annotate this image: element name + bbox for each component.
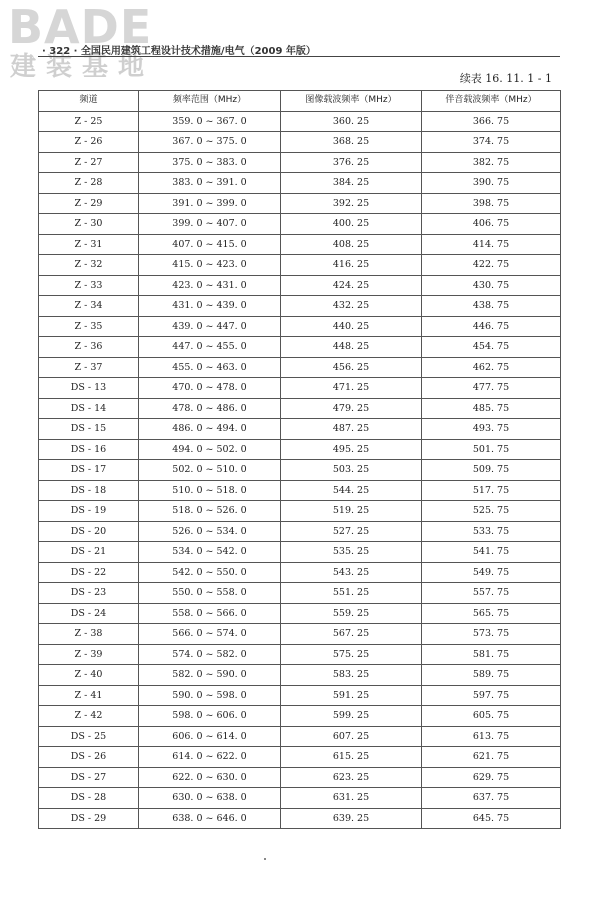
cell-frequency-range: 566. 0 ~ 574. 0	[139, 624, 281, 645]
cell-frequency-range: 510. 0 ~ 518. 0	[139, 480, 281, 501]
table-row	[39, 747, 561, 768]
cell-video-carrier: 384. 25	[281, 173, 422, 194]
cell-audio-carrier: 501. 75	[422, 439, 561, 460]
cell-frequency-range: 391. 0 ~ 399. 0	[139, 193, 281, 214]
cell-frequency-range: 399. 0 ~ 407. 0	[139, 214, 281, 235]
cell-channel: Z - 30	[39, 214, 139, 235]
cell-video-carrier: 368. 25	[281, 132, 422, 153]
cell-audio-carrier: 422. 75	[422, 255, 561, 276]
cell-channel: Z - 35	[39, 316, 139, 337]
cell-audio-carrier: 390. 75	[422, 173, 561, 194]
cell-channel: DS - 21	[39, 542, 139, 563]
cell-audio-carrier: 613. 75	[422, 726, 561, 747]
cell-frequency-range: 582. 0 ~ 590. 0	[139, 665, 281, 686]
cell-video-carrier: 519. 25	[281, 501, 422, 522]
table-row	[39, 419, 561, 440]
cell-channel: Z - 28	[39, 173, 139, 194]
cell-frequency-range: 574. 0 ~ 582. 0	[139, 644, 281, 665]
cell-channel: DS - 15	[39, 419, 139, 440]
cell-video-carrier: 567. 25	[281, 624, 422, 645]
cell-channel: Z - 37	[39, 357, 139, 378]
table-row	[39, 685, 561, 706]
cell-video-carrier: 583. 25	[281, 665, 422, 686]
table-row	[39, 193, 561, 214]
cell-frequency-range: 478. 0 ~ 486. 0	[139, 398, 281, 419]
cell-video-carrier: 424. 25	[281, 275, 422, 296]
column-header-channel: 频道	[39, 91, 139, 112]
cell-frequency-range: 550. 0 ~ 558. 0	[139, 583, 281, 604]
table-row	[39, 173, 561, 194]
cell-audio-carrier: 374. 75	[422, 132, 561, 153]
cell-channel: DS - 22	[39, 562, 139, 583]
cell-frequency-range: 598. 0 ~ 606. 0	[139, 706, 281, 727]
table-row	[39, 542, 561, 563]
table-row	[39, 316, 561, 337]
cell-channel: DS - 29	[39, 808, 139, 829]
cell-video-carrier: 376. 25	[281, 152, 422, 173]
table-row	[39, 234, 561, 255]
cell-audio-carrier: 621. 75	[422, 747, 561, 768]
cell-channel: Z - 25	[39, 111, 139, 132]
table-row	[39, 337, 561, 358]
cell-channel: DS - 28	[39, 788, 139, 809]
cell-frequency-range: 439. 0 ~ 447. 0	[139, 316, 281, 337]
cell-audio-carrier: 509. 75	[422, 460, 561, 481]
cell-video-carrier: 487. 25	[281, 419, 422, 440]
cell-audio-carrier: 366. 75	[422, 111, 561, 132]
cell-video-carrier: 400. 25	[281, 214, 422, 235]
cell-channel: DS - 16	[39, 439, 139, 460]
cell-video-carrier: 408. 25	[281, 234, 422, 255]
cell-audio-carrier: 398. 75	[422, 193, 561, 214]
cell-frequency-range: 359. 0 ~ 367. 0	[139, 111, 281, 132]
cell-audio-carrier: 454. 75	[422, 337, 561, 358]
cell-frequency-range: 407. 0 ~ 415. 0	[139, 234, 281, 255]
cell-audio-carrier: 637. 75	[422, 788, 561, 809]
table-row	[39, 501, 561, 522]
cell-video-carrier: 631. 25	[281, 788, 422, 809]
cell-frequency-range: 375. 0 ~ 383. 0	[139, 152, 281, 173]
cell-channel: Z - 32	[39, 255, 139, 276]
table-row	[39, 152, 561, 173]
cell-video-carrier: 440. 25	[281, 316, 422, 337]
column-header-video-carrier: 图像载波频率（MHz）	[281, 91, 422, 112]
cell-video-carrier: 527. 25	[281, 521, 422, 542]
cell-channel: Z - 29	[39, 193, 139, 214]
cell-channel: DS - 20	[39, 521, 139, 542]
table-caption: 续表 16. 11. 1 - 1	[459, 72, 552, 85]
cell-video-carrier: 535. 25	[281, 542, 422, 563]
cell-frequency-range: 518. 0 ~ 526. 0	[139, 501, 281, 522]
cell-frequency-range: 502. 0 ~ 510. 0	[139, 460, 281, 481]
cell-audio-carrier: 645. 75	[422, 808, 561, 829]
cell-video-carrier: 416. 25	[281, 255, 422, 276]
cell-video-carrier: 607. 25	[281, 726, 422, 747]
cell-audio-carrier: 493. 75	[422, 419, 561, 440]
cell-video-carrier: 495. 25	[281, 439, 422, 460]
cell-audio-carrier: 549. 75	[422, 562, 561, 583]
cell-frequency-range: 470. 0 ~ 478. 0	[139, 378, 281, 399]
table-row	[39, 665, 561, 686]
cell-audio-carrier: 589. 75	[422, 665, 561, 686]
cell-video-carrier: 599. 25	[281, 706, 422, 727]
watermark-subtitle: 建装基地	[10, 52, 155, 82]
cell-audio-carrier: 533. 75	[422, 521, 561, 542]
table-row	[39, 111, 561, 132]
cell-audio-carrier: 430. 75	[422, 275, 561, 296]
cell-channel: DS - 24	[39, 603, 139, 624]
cell-audio-carrier: 438. 75	[422, 296, 561, 317]
cell-video-carrier: 448. 25	[281, 337, 422, 358]
column-header-frequency-range: 频率范围（MHz）	[139, 91, 281, 112]
cell-frequency-range: 367. 0 ~ 375. 0	[139, 132, 281, 153]
cell-video-carrier: 615. 25	[281, 747, 422, 768]
cell-audio-carrier: 581. 75	[422, 644, 561, 665]
cell-channel: Z - 34	[39, 296, 139, 317]
running-head: · 322 · 全国民用建筑工程设计技术措施/电气（2009 年版）	[42, 46, 316, 57]
cell-frequency-range: 486. 0 ~ 494. 0	[139, 419, 281, 440]
cell-audio-carrier: 406. 75	[422, 214, 561, 235]
table-row	[39, 603, 561, 624]
cell-channel: Z - 36	[39, 337, 139, 358]
table-row	[39, 132, 561, 153]
cell-video-carrier: 392. 25	[281, 193, 422, 214]
cell-audio-carrier: 597. 75	[422, 685, 561, 706]
cell-audio-carrier: 541. 75	[422, 542, 561, 563]
cell-audio-carrier: 629. 75	[422, 767, 561, 788]
table-row	[39, 378, 561, 399]
cell-video-carrier: 503. 25	[281, 460, 422, 481]
cell-channel: DS - 13	[39, 378, 139, 399]
cell-video-carrier: 479. 25	[281, 398, 422, 419]
cell-audio-carrier: 477. 75	[422, 378, 561, 399]
cell-video-carrier: 456. 25	[281, 357, 422, 378]
cell-channel: Z - 33	[39, 275, 139, 296]
cell-channel: DS - 19	[39, 501, 139, 522]
cell-audio-carrier: 573. 75	[422, 624, 561, 645]
cell-video-carrier: 639. 25	[281, 808, 422, 829]
cell-frequency-range: 614. 0 ~ 622. 0	[139, 747, 281, 768]
cell-audio-carrier: 565. 75	[422, 603, 561, 624]
cell-audio-carrier: 446. 75	[422, 316, 561, 337]
table-row	[39, 357, 561, 378]
cell-frequency-range: 431. 0 ~ 439. 0	[139, 296, 281, 317]
cell-video-carrier: 559. 25	[281, 603, 422, 624]
cell-audio-carrier: 605. 75	[422, 706, 561, 727]
cell-channel: Z - 42	[39, 706, 139, 727]
cell-channel: DS - 17	[39, 460, 139, 481]
table-row	[39, 726, 561, 747]
watermark-brand: BADE	[8, 0, 153, 54]
cell-video-carrier: 575. 25	[281, 644, 422, 665]
table-row	[39, 521, 561, 542]
cell-channel: Z - 38	[39, 624, 139, 645]
cell-channel: DS - 27	[39, 767, 139, 788]
cell-channel: DS - 14	[39, 398, 139, 419]
cell-channel: DS - 26	[39, 747, 139, 768]
cell-video-carrier: 591. 25	[281, 685, 422, 706]
table-body	[39, 111, 561, 829]
table-row	[39, 767, 561, 788]
cell-video-carrier: 543. 25	[281, 562, 422, 583]
cell-audio-carrier: 414. 75	[422, 234, 561, 255]
cell-frequency-range: 590. 0 ~ 598. 0	[139, 685, 281, 706]
cell-audio-carrier: 485. 75	[422, 398, 561, 419]
cell-frequency-range: 423. 0 ~ 431. 0	[139, 275, 281, 296]
cell-frequency-range: 447. 0 ~ 455. 0	[139, 337, 281, 358]
cell-frequency-range: 638. 0 ~ 646. 0	[139, 808, 281, 829]
cell-video-carrier: 432. 25	[281, 296, 422, 317]
table-row	[39, 583, 561, 604]
cell-video-carrier: 544. 25	[281, 480, 422, 501]
cell-video-carrier: 471. 25	[281, 378, 422, 399]
cell-frequency-range: 526. 0 ~ 534. 0	[139, 521, 281, 542]
table-row	[39, 808, 561, 829]
cell-frequency-range: 534. 0 ~ 542. 0	[139, 542, 281, 563]
cell-channel: Z - 26	[39, 132, 139, 153]
cell-video-carrier: 551. 25	[281, 583, 422, 604]
cell-frequency-range: 494. 0 ~ 502. 0	[139, 439, 281, 460]
cell-frequency-range: 383. 0 ~ 391. 0	[139, 173, 281, 194]
column-header-audio-carrier: 伴音载波频率（MHz）	[422, 91, 561, 112]
cell-channel: DS - 18	[39, 480, 139, 501]
cell-channel: Z - 39	[39, 644, 139, 665]
cell-frequency-range: 606. 0 ~ 614. 0	[139, 726, 281, 747]
table-row	[39, 706, 561, 727]
cell-video-carrier: 360. 25	[281, 111, 422, 132]
cell-channel: Z - 27	[39, 152, 139, 173]
cell-audio-carrier: 517. 75	[422, 480, 561, 501]
table-row	[39, 480, 561, 501]
cell-channel: DS - 25	[39, 726, 139, 747]
cell-audio-carrier: 525. 75	[422, 501, 561, 522]
cell-frequency-range: 622. 0 ~ 630. 0	[139, 767, 281, 788]
cell-frequency-range: 630. 0 ~ 638. 0	[139, 788, 281, 809]
cell-channel: DS - 23	[39, 583, 139, 604]
cell-frequency-range: 455. 0 ~ 463. 0	[139, 357, 281, 378]
cell-frequency-range: 415. 0 ~ 423. 0	[139, 255, 281, 276]
table-row	[39, 562, 561, 583]
cell-audio-carrier: 382. 75	[422, 152, 561, 173]
cell-video-carrier: 623. 25	[281, 767, 422, 788]
cell-audio-carrier: 557. 75	[422, 583, 561, 604]
table-header-row	[39, 91, 561, 112]
frequency-table	[38, 90, 561, 829]
cell-channel: Z - 31	[39, 234, 139, 255]
table-row	[39, 255, 561, 276]
table-row	[39, 788, 561, 809]
table-row	[39, 460, 561, 481]
cell-frequency-range: 542. 0 ~ 550. 0	[139, 562, 281, 583]
table-row	[39, 644, 561, 665]
table-row	[39, 439, 561, 460]
cell-frequency-range: 558. 0 ~ 566. 0	[139, 603, 281, 624]
cell-audio-carrier: 462. 75	[422, 357, 561, 378]
table-row	[39, 624, 561, 645]
cell-channel: Z - 40	[39, 665, 139, 686]
table-row	[39, 275, 561, 296]
table-row	[39, 398, 561, 419]
table-row	[39, 214, 561, 235]
cell-channel: Z - 41	[39, 685, 139, 706]
page-dot	[264, 858, 266, 860]
table-row	[39, 296, 561, 317]
header-rule	[38, 56, 560, 57]
